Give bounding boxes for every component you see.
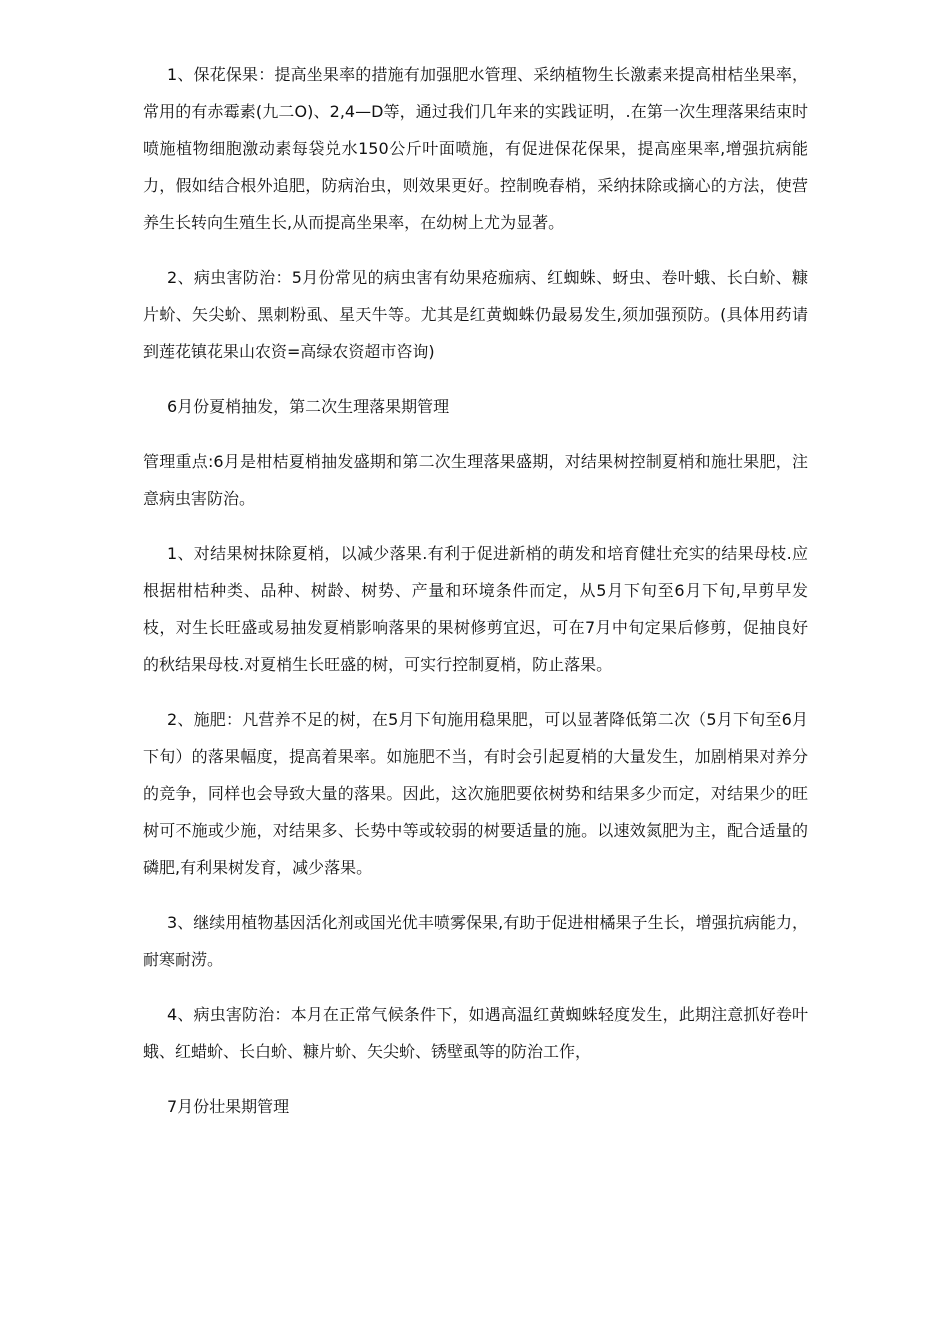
paragraph-pest-control-june: 4、病虫害防治：本月在正常气候条件下，如遇高温红黄蜘蛛轻度发生，此期注意抓好卷叶蛾、红蜡蚧、长白蚧、糠片蚧、矢尖蚧、锈壁虱等的防治工作， [143, 1005, 808, 1061]
section-heading-july: 7月份壮果期管理 [167, 1097, 290, 1116]
paragraph-management-focus: 管理重点:6月是柑桔夏梢抽发盛期和第二次生理落果盛期，对结果树控制夏梢和施壮果肥，注意病虫害防治。 [143, 452, 808, 508]
paragraph-fertilization: 2、施肥：凡营养不足的树，在5月下旬施用稳果肥，可以显著降低第二次（5月下旬至6月下旬）的落果幅度，提高着果率。如施肥不当，有时会引起夏梢的大量发生，加剧梢果对养分的竞争，同样也会导致大量的落果。因此，这次施肥要依树势和结果多少而定，对结果少的旺树可不施或少施，对结果多、长势中等或较弱的树要适量的施。以速效氮肥为主，配合适量的磷肥,有利果树发育，减少落果。 [143, 710, 808, 877]
paragraph-spray-fruit-retention: 3、继续用植物基因活化剂或国光优丰喷雾保果,有助于促进柑橘果子生长，增强抗病能力，耐寒耐涝。 [143, 913, 808, 969]
document-page [143, 56, 808, 1143]
paragraph-remove-summer-shoots: 1、对结果树抹除夏梢，以减少落果.有利于促进新梢的萌发和培育健壮充实的结果母枝.应根据柑桔种类、品种、树龄、树势、产量和环境条件而定，从5月下旬至6月下旬,早剪早发枝，对生长旺盛或易抽发夏梢影响落果的果树修剪宜迟，可在7月中旬定果后修剪，促抽良好的秋结果母枝.对夏梢生长旺盛的树，可实行控制夏梢，防止落果。 [143, 544, 808, 674]
paragraph-fruit-retention: 1、保花保果：提高坐果率的措施有加强肥水管理、采纳植物生长激素来提高柑桔坐果率，常用的有赤霉素(九二O)、2,4—D等，通过我们几年来的实践证明，.在第一次生理落果结束时喷施植物细胞激动素每袋兑水150公斤叶面喷施，有促进保花保果，提高座果率,增强抗病能力，假如结合根外追肥，防病治虫，则效果更好。控制晚春梢，采纳抹除或摘心的方法，使营养生长转向生殖生长,从而提高坐果率，在幼树上尤为显著。 [143, 65, 808, 232]
paragraph-pest-control-may: 2、病虫害防治：5月份常见的病虫害有幼果疮痂病、红蜘蛛、蚜虫、卷叶蛾、长白蚧、糠片蚧、矢尖蚧、黑刺粉虱、星天牛等。尤其是红黄蜘蛛仍最易发生,须加强预防。(具体用药请到莲花镇花果山农资=高绿农资超市咨询) [143, 268, 808, 361]
section-heading-june: 6月份夏梢抽发，第二次生理落果期管理 [167, 397, 450, 416]
